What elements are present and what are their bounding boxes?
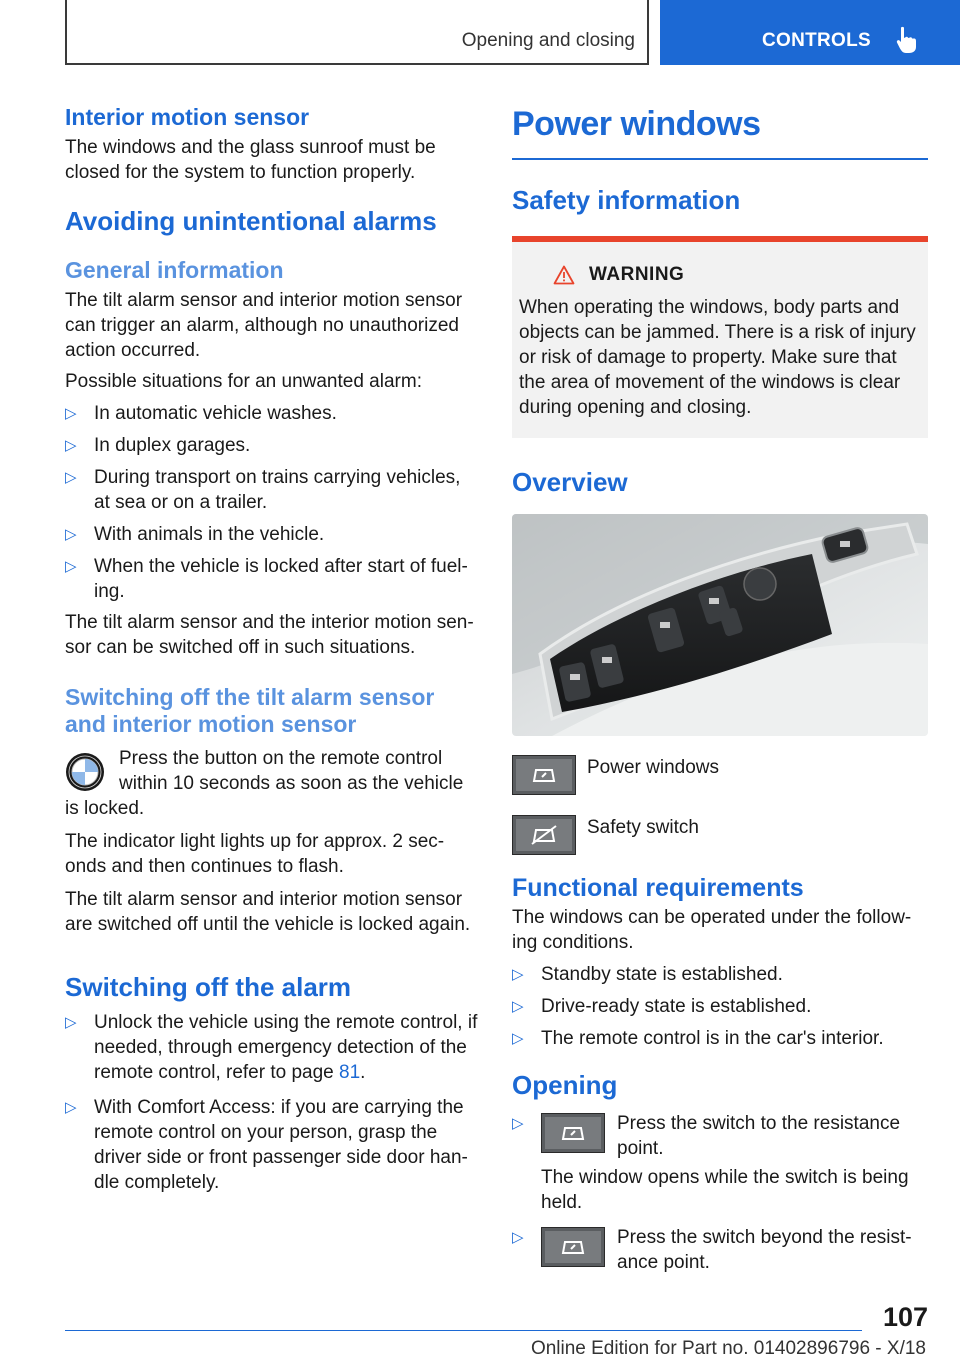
period: .: [360, 1062, 366, 1083]
warning-header: [519, 262, 920, 287]
paragraph-functional: The windows can be operated under the follow-ing conditions.: [512, 907, 912, 953]
power-window-switch-icon: [541, 1227, 605, 1267]
opening-step-text: Press the switch to the resistance point.: [617, 1113, 901, 1159]
legend-label: Power windows: [587, 757, 719, 778]
heading-power-windows: Power windows: [512, 105, 761, 143]
opening-step-text: Press the switch beyond the resist-ance point.: [617, 1227, 912, 1273]
list-item: ▷ With Comfort Access: if you are carrying the remote control on your person, grasp the driver side or front passenger side door han-dle completely.: [65, 1095, 481, 1195]
paragraph-press-button: Press the button on the remote control within 10 seconds as soon as the vehicle is locked.: [65, 748, 464, 819]
opening-step-note: The window opens while the switch is being held.: [541, 1167, 909, 1213]
list-item: [512, 1225, 928, 1275]
warning-text: When operating the windows, body parts and objects can be jammed. There is a risk of injury or risk of damage to property. Make sure that the area of movement of the windows is clear during opening and closing.: [519, 297, 916, 418]
heading-switching-off-sensor: Switching off the tilt alarm sensor and interior motion sensor: [65, 684, 435, 737]
list-item: ▷ Drive-ready state is established.: [512, 994, 928, 1019]
controls-tab-label: CONTROLS: [762, 30, 872, 51]
heading-switching-off-alarm: Switching off the alarm: [65, 972, 352, 1002]
list-item: ▷ The remote control is in the car's interior.: [512, 1026, 928, 1051]
warning-box: [512, 236, 928, 438]
left-column: [65, 104, 481, 1195]
legend-row: [512, 815, 928, 863]
situations-list: [65, 401, 481, 604]
paragraph-switched-off-until: The tilt alarm sensor and interior motion sensor are switched off until the vehicle is locked again.: [65, 889, 471, 935]
power-window-switch-icon: [512, 755, 576, 795]
heading-rule: [512, 158, 928, 160]
heading-interior-motion-sensor: Interior motion sensor: [65, 104, 310, 130]
heading-overview: Overview: [512, 467, 628, 497]
power-window-switch-icon: [541, 1113, 605, 1153]
heading-general-information: General information: [65, 257, 284, 283]
heading-functional-requirements: Functional requirements: [512, 874, 804, 902]
legend-label: Safety switch: [587, 817, 699, 838]
list-item: [65, 1010, 481, 1085]
paragraph-indicator: The indicator light lights up for approx. 2 sec-onds and then continues to flash.: [65, 831, 445, 877]
paragraph-general: The tilt alarm sensor and interior motion sensor can trigger an alarm, although no unauthorized action occurred.: [65, 290, 463, 361]
alarm-step-text: Unlock the vehicle using the remote control, if needed, through emergency detection of the remote control, refer to page: [94, 1012, 478, 1083]
list-item: ▷ In automatic vehicle washes.: [65, 401, 481, 426]
door-panel-switches-photo: [512, 514, 928, 736]
section-title: Opening and closing: [461, 30, 635, 51]
right-column: [512, 104, 928, 1275]
controls-tab[interactable]: [660, 0, 960, 65]
list-item: ▷ During transport on trains carrying vehicles, at sea or on a trailer.: [65, 465, 481, 515]
safety-switch-icon: [512, 815, 576, 855]
warning-triangle-icon: [553, 265, 575, 285]
legend-row: [512, 755, 928, 803]
list-item: ▷ In duplex garages.: [65, 433, 481, 458]
list-item: ▷ With animals in the vehicle.: [65, 522, 481, 547]
list-item: ▷ Standby state is established.: [512, 962, 928, 987]
list-item: ▷ When the vehicle is locked after start of fuel-ing.: [65, 554, 481, 604]
bmw-logo-icon: [65, 752, 105, 792]
warning-label: WARNING: [589, 264, 685, 285]
page-number: 107: [882, 1302, 928, 1332]
heading-safety-information: Safety information: [512, 185, 741, 215]
heading-opening: Opening: [512, 1070, 618, 1100]
pointing-hand-icon: [895, 26, 917, 54]
footer-rule: [65, 1330, 862, 1331]
alarm-steps-list: [65, 1010, 481, 1195]
paragraph-possible-situations: Possible situations for an unwanted alarm:: [65, 371, 422, 392]
press-button-instruction: [65, 746, 481, 821]
paragraph-sensor: The windows and the glass sunroof must be closed for the system to function properly.: [65, 137, 436, 183]
conditions-list: [512, 962, 928, 1051]
paragraph-switch-off-possible: The tilt alarm sensor and the interior motion sen-sor can be switched off in such situations.: [65, 612, 474, 658]
footer-edition: Online Edition for Part no. 01402896796 - X/18: [530, 1338, 926, 1359]
list-item: [512, 1111, 928, 1215]
page-reference-link[interactable]: 81: [339, 1062, 361, 1083]
heading-avoiding-alarms: Avoiding unintentional alarms: [65, 206, 437, 236]
